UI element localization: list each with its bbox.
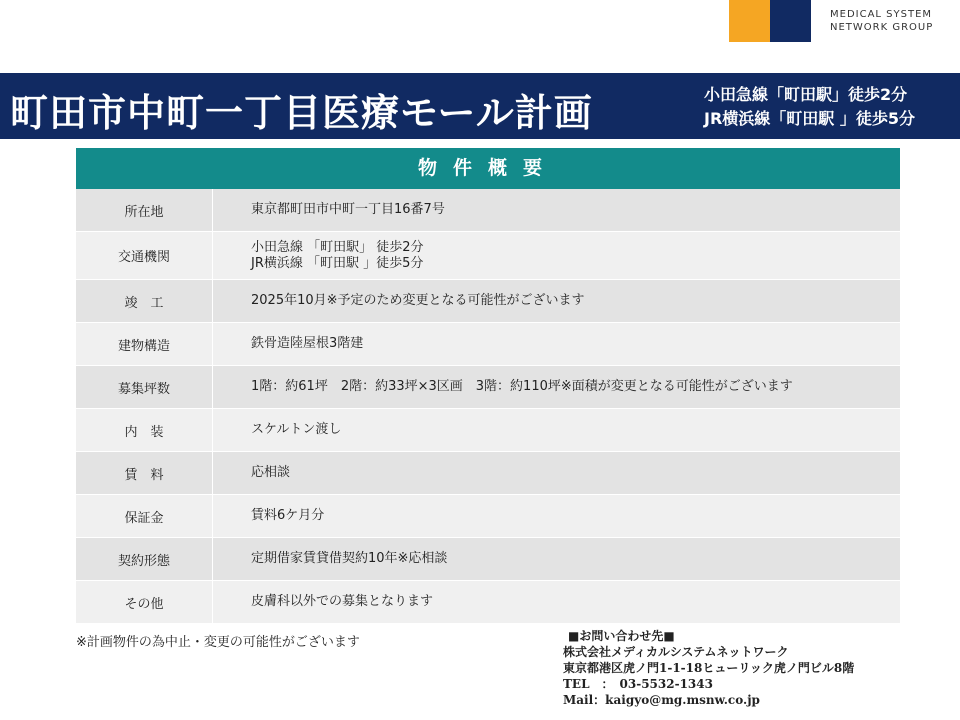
plan-change-note: ※計画物件の為中止・変更の可能性がございます <box>76 635 360 650</box>
row-label: 所在地 <box>76 189 213 231</box>
table-row-structure <box>76 323 900 366</box>
row-value-text: 鉄骨造陸屋根3階建 <box>251 336 364 351</box>
contact-company: 株式会社メディカルシステムネットワーク <box>563 645 789 659</box>
row-label: 内 装 <box>76 409 213 451</box>
table-row-floor-area <box>76 366 900 409</box>
table-row-deposit <box>76 495 900 538</box>
row-label: その他 <box>76 581 213 623</box>
row-value <box>213 189 900 231</box>
row-value <box>213 409 900 451</box>
table-row-transport <box>76 232 900 280</box>
company-logo-text <box>830 8 933 34</box>
row-value <box>213 232 900 279</box>
row-value-text: 賃料6ケ月分 <box>251 508 325 523</box>
row-value <box>213 452 900 494</box>
row-label: 建物構造 <box>76 323 213 365</box>
page-title: 町田市中町一丁目医療モール計画 <box>10 91 593 135</box>
logo-orange-block <box>729 0 770 42</box>
table-row-rent <box>76 452 900 495</box>
property-overview-table <box>76 148 900 624</box>
row-value <box>213 280 900 322</box>
row-label: 竣 工 <box>76 280 213 322</box>
row-value-text: 皮膚科以外での募集となります <box>251 594 434 609</box>
row-value <box>213 538 900 580</box>
row-value <box>213 323 900 365</box>
row-value-text: 小田急線 「町田駅」 徒歩2分 <box>251 239 424 255</box>
table-row-other <box>76 581 900 624</box>
table-row-interior <box>76 409 900 452</box>
row-label: 保証金 <box>76 495 213 537</box>
contact-info <box>563 628 854 708</box>
row-value <box>213 581 900 623</box>
row-value-text: 応相談 <box>251 465 291 480</box>
row-value-text-2: JR横浜線 「町田駅 」徒歩5分 <box>251 255 424 271</box>
logo-line-1: MEDICAL SYSTEM <box>830 9 933 20</box>
table-heading: 物件概要 <box>76 148 900 189</box>
contact-address: 東京都港区虎ノ門1-1-18ヒューリック虎ノ門ビル8階 <box>563 661 855 675</box>
title-bar <box>0 73 960 139</box>
access-info <box>704 83 915 131</box>
contact-heading: ■お問い合わせ先■ <box>568 629 675 643</box>
contact-mail: Mail：kaigyo@mg.msnw.co.jp <box>563 693 760 707</box>
row-value <box>213 366 900 408</box>
row-value <box>213 495 900 537</box>
access-line-jr: JR横浜線「町田駅 」徒歩5分 <box>704 109 915 128</box>
table-row-contract-type <box>76 538 900 581</box>
logo-navy-block <box>770 0 811 42</box>
row-label: 募集坪数 <box>76 366 213 408</box>
row-label: 交通機関 <box>76 232 213 279</box>
contact-tel: TEL ： 03-5532-1343 <box>563 677 713 691</box>
row-label: 契約形態 <box>76 538 213 580</box>
table-row-location <box>76 189 900 232</box>
row-value-text: 1階：約61坪 2階：約33坪×3区画 3階：約110坪※面積が変更となる可能性がございます <box>251 379 793 394</box>
access-line-odakyu: 小田急線「町田駅」徒歩2分 <box>704 85 908 104</box>
row-value-text: 東京都町田市中町一丁目16番7号 <box>251 202 445 217</box>
row-value-text: 定期借家賃貸借契約10年※応相談 <box>251 551 448 566</box>
row-value-text: 2025年10月※予定のため変更となる可能性がございます <box>251 293 585 308</box>
logo-line-2: NETWORK GROUP <box>830 22 934 33</box>
row-value-text: スケルトン渡し <box>251 422 342 437</box>
row-label: 賃 料 <box>76 452 213 494</box>
table-row-completion <box>76 280 900 323</box>
